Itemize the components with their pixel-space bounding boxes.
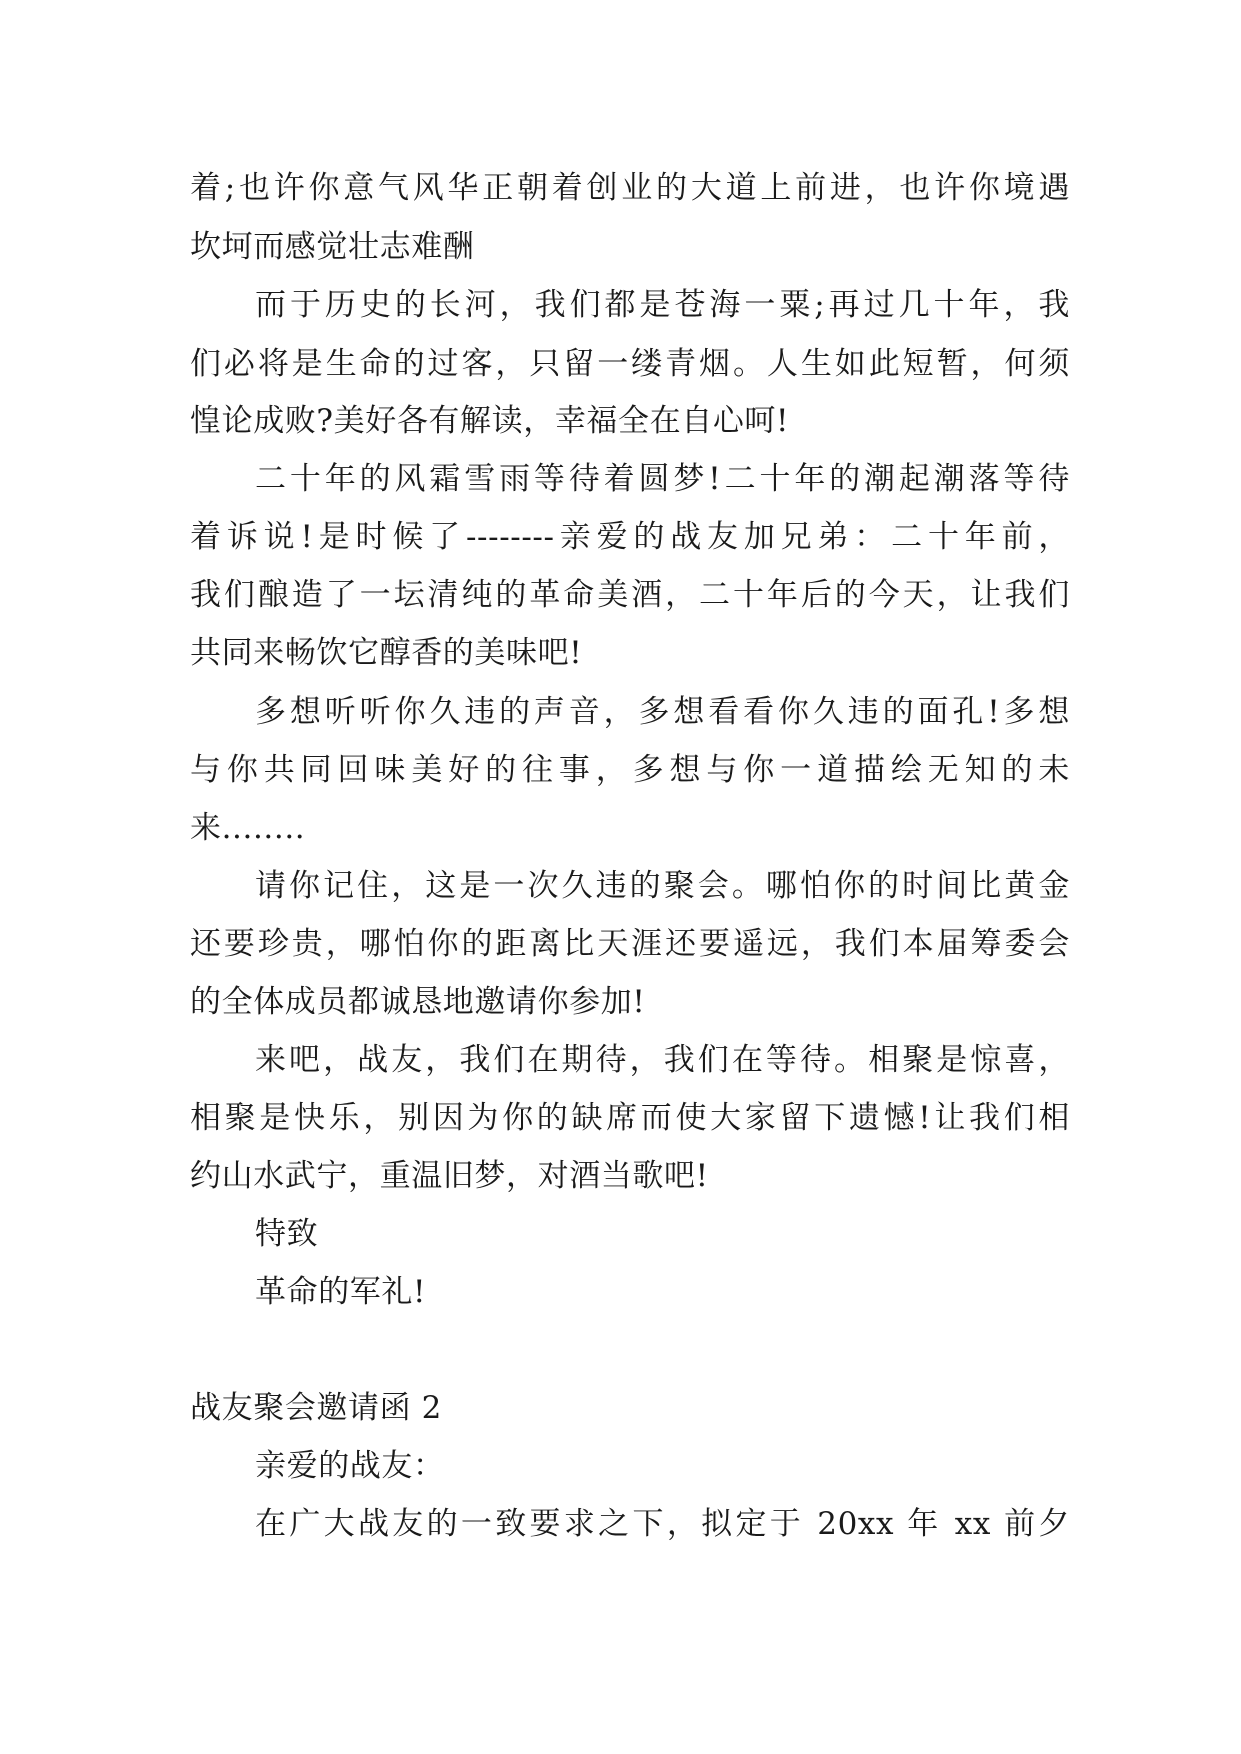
paragraph-line: 请你记住，这是一次久违的聚会。哪怕你的时间比黄金 [255, 868, 1070, 904]
salutation-line: 亲爱的战友： [255, 1448, 445, 1484]
paragraph-line: 着诉说!是时候了--------亲爱的战友加兄弟：二十年前， [190, 519, 1070, 555]
paragraph-line: 而于历史的长河，我们都是苍海一粟;再过几十年，我 [255, 287, 1070, 323]
paragraph-line: 在广大战友的一致要求之下，拟定于 20xx 年 xx 前夕 [255, 1506, 1070, 1542]
paragraph-line: 着;也许你意气风华正朝着创业的大道上前进，也许你境遇 [190, 170, 1070, 206]
closing-line: 革命的军礼! [255, 1274, 427, 1310]
paragraph-line: 约山水武宁，重温旧梦，对酒当歌吧! [190, 1158, 709, 1194]
paragraph-line: 们必将是生命的过客，只留一缕青烟。人生如此短暂，何须 [190, 346, 1070, 382]
paragraph-line: 的全体成员都诚恳地邀请你参加! [190, 984, 646, 1020]
paragraph-line: 多想听听你久违的声音，多想看看你久违的面孔!多想 [255, 694, 1070, 730]
paragraph-line: 我们酿造了一坛清纯的革命美酒，二十年后的今天，让我们 [190, 577, 1070, 613]
paragraph-line: 来吧，战友，我们在期待，我们在等待。相聚是惊喜， [255, 1042, 1070, 1078]
section-title: 战友聚会邀请函 2 [190, 1390, 442, 1426]
paragraph-line: 还要珍贵，哪怕你的距离比天涯还要遥远，我们本届筹委会 [190, 926, 1070, 962]
paragraph-line: 共同来畅饮它醇香的美味吧! [190, 635, 583, 671]
paragraph-line: 坎坷而感觉壮志难酬 [190, 229, 475, 265]
paragraph-line: 相聚是快乐，别因为你的缺席而使大家留下遗憾!让我们相 [190, 1100, 1070, 1136]
paragraph-line: 与你共同回味美好的往事，多想与你一道描绘无知的未 [190, 752, 1070, 788]
closing-line: 特致 [255, 1216, 319, 1252]
paragraph-line: 二十年的风霜雪雨等待着圆梦!二十年的潮起潮落等待 [255, 461, 1070, 497]
paragraph-line: 来........ [190, 810, 306, 846]
paragraph-line: 惶论成败?美好各有解读，幸福全在自心呵! [190, 403, 790, 439]
